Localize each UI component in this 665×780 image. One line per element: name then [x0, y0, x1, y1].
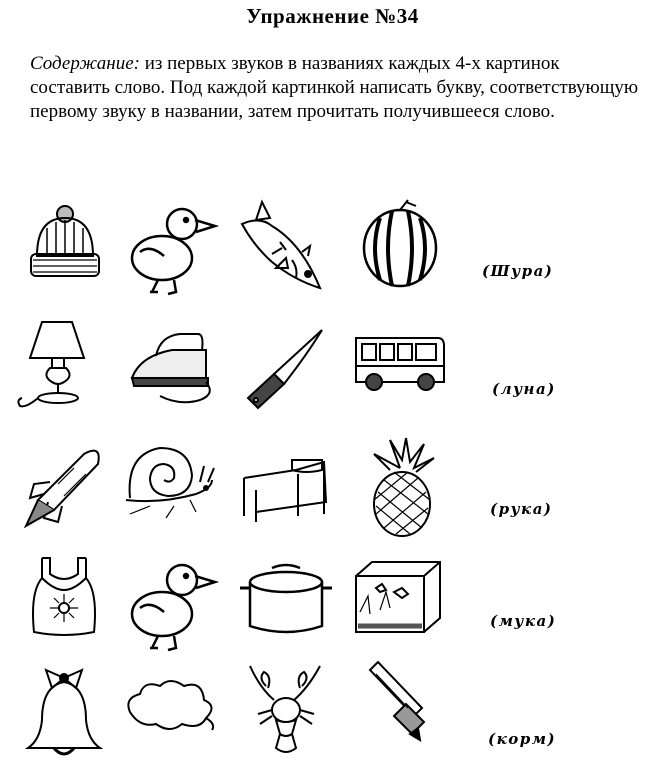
watermelon-icon: [350, 196, 450, 301]
answer-word-2: (луна): [492, 380, 556, 398]
fish-icon: [232, 196, 332, 301]
page-title: Упражнение №34: [246, 4, 419, 28]
rocket-icon: [14, 434, 114, 539]
bus-icon: [350, 316, 450, 421]
pineapple-icon: [350, 434, 450, 539]
hammer-icon: [356, 660, 456, 765]
exercise-row-1: [0, 196, 665, 316]
snail-icon: [120, 434, 220, 539]
cloud-icon: [120, 660, 220, 765]
knife-icon: [236, 316, 336, 421]
exercise-row-3: [0, 434, 665, 554]
answer-word-5: (корм): [488, 730, 557, 748]
iron-icon: [120, 316, 220, 421]
exercise-row-2: [0, 316, 665, 436]
bed-icon: [236, 434, 336, 539]
duckling-icon: [120, 552, 220, 657]
exercise-description: [30, 52, 640, 124]
answer-word-3: (рука): [490, 500, 553, 518]
aquarium-icon: [350, 552, 450, 657]
duckling-icon: [120, 196, 220, 301]
bell-icon: [16, 660, 116, 765]
exercise-row-4: [0, 552, 665, 672]
lamp-icon: [12, 316, 112, 421]
description-text: из первых звуков в названиях каждых 4-х картинок составить слово. Под каждой картинкой написать букву, соответствующую первому звуку в названии, затем прочитать получившееся слово.: [30, 53, 639, 122]
description-label: Содержание:: [30, 53, 140, 74]
exercise-row-5: [0, 660, 665, 780]
answer-word-1: (Шура): [482, 262, 554, 280]
tank-top-icon: [14, 552, 114, 657]
hat-icon: [15, 196, 115, 301]
crayfish-icon: [236, 660, 336, 765]
pot-icon: [236, 552, 336, 657]
answer-word-4: (мука): [490, 612, 557, 630]
